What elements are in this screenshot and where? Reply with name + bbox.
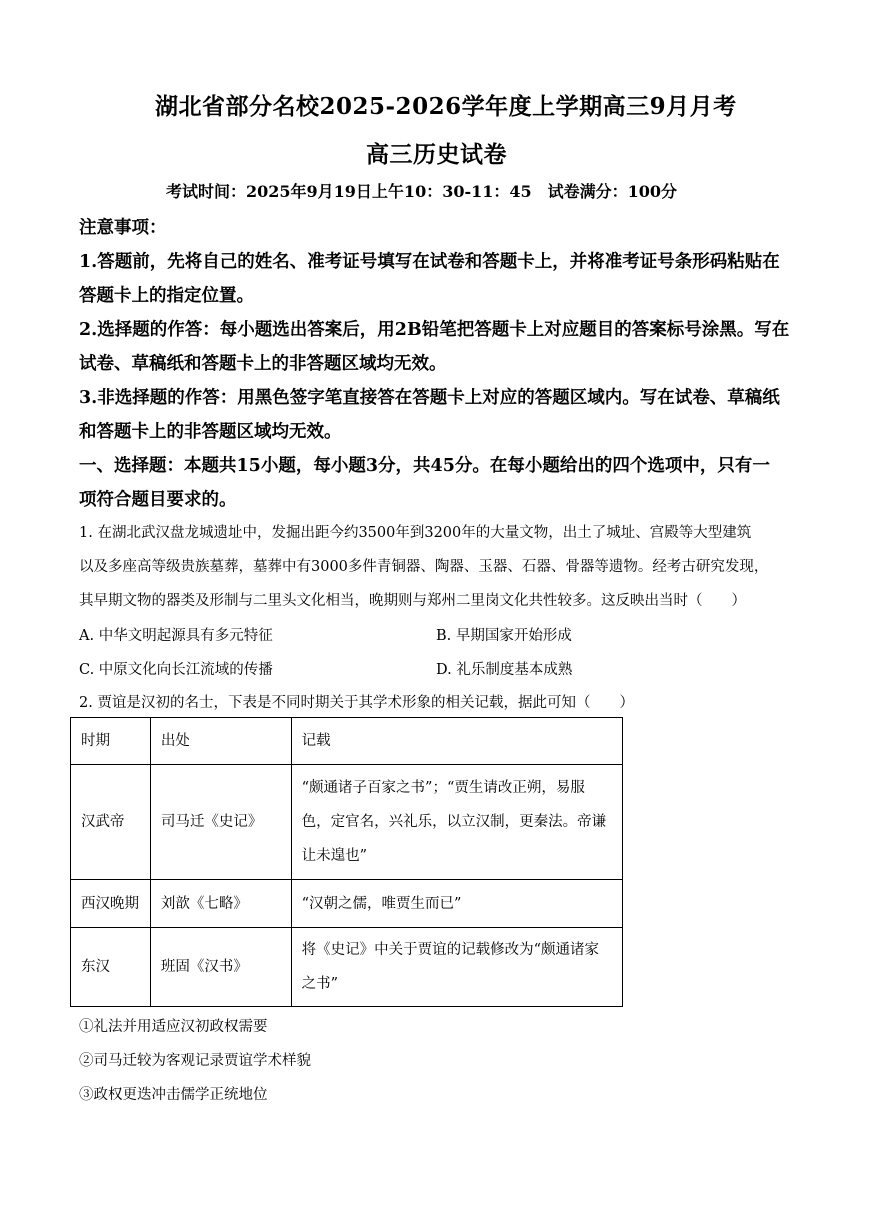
table-cell-source: 刘歆《七略》 xyxy=(150,880,291,928)
notice-line: 3.非选择题的作答：用黑色签字笔直接答在答题卡上对应的答题区域内。写在试卷、草稿纸 xyxy=(79,388,780,408)
question-1-text: 其早期文物的器类及形制与二里头文化相当，晚期则与郑州二里岗文化共性较多。这反映出当时（ ） xyxy=(79,593,746,609)
table-header-cell: 出处 xyxy=(150,718,291,765)
statement-3: ③政权更迭冲击儒学正统地位 xyxy=(79,1087,268,1103)
table-cell-record: “颇通诸子百家之书”；“贾生请改正朔，易服色，定官名，兴礼乐，以立汉制，更秦法。帝谦让未遑也” xyxy=(291,765,622,880)
notice-line: 和答题卡上的非答题区域均无效。 xyxy=(79,422,342,442)
statement-1: ①礼法并用适应汉初政权需要 xyxy=(79,1019,268,1035)
exam-subtitle: 高三历史试卷 xyxy=(366,141,507,168)
table-row xyxy=(71,765,623,880)
option-b: B. 早期国家开始形成 xyxy=(436,628,572,644)
table-header-cell: 记载 xyxy=(291,718,622,765)
statement-2: ②司马迁较为客观记录贾谊学术样貌 xyxy=(79,1053,311,1069)
table-header-row xyxy=(71,718,623,765)
option-d: D. 礼乐制度基本成熟 xyxy=(436,662,573,678)
notice-heading: 注意事项： xyxy=(79,218,167,238)
question-2-text: 2. 贾谊是汉初的名士，下表是不同时期关于其学术形象的相关记载，据此可知（ ） xyxy=(79,695,634,711)
table-cell-record: “汉朝之儒，唯贾生而已” xyxy=(291,880,622,928)
table-cell-record: 将《史记》中关于贾谊的记载修改为“颇通诸家之书” xyxy=(291,928,622,1007)
table-header-cell: 时期 xyxy=(71,718,151,765)
option-a: A. 中华文明起源具有多元特征 xyxy=(79,628,273,644)
table-cell-period: 西汉晚期 xyxy=(71,880,151,928)
table-cell-source: 司马迁《史记》 xyxy=(150,765,291,880)
section-heading: 项符合题目要求的。 xyxy=(79,490,237,510)
table-cell-period: 东汉 xyxy=(71,928,151,1007)
table-row xyxy=(71,928,623,1007)
exam-info: 考试时间：2025年9月19日上午10：30-11：45 试卷满分：100分 xyxy=(166,182,678,201)
notice-line: 答题卡上的指定位置。 xyxy=(79,286,254,306)
record-table xyxy=(70,717,623,1007)
question-1-text: 1. 在湖北武汉盘龙城遗址中，发掘出距今约3500年到3200年的大量文物，出土了城址、宫殿等大型建筑 xyxy=(79,525,752,541)
notice-line: 2.选择题的作答：每小题选出答案后，用2B铅笔把答题卡上对应题目的答案标号涂黑。写在 xyxy=(79,320,790,340)
notice-line: 试卷、草稿纸和答题卡上的非答题区域均无效。 xyxy=(79,354,447,374)
table-row xyxy=(71,880,623,928)
option-c: C. 中原文化向长江流域的传播 xyxy=(79,662,273,678)
exam-title: 湖北省部分名校2025-2026学年度上学期高三9月月考 xyxy=(155,93,737,120)
table-cell-source: 班固《汉书》 xyxy=(150,928,291,1007)
table-cell-period: 汉武帝 xyxy=(71,765,151,880)
section-heading: 一、选择题：本题共15小题，每小题3分，共45分。在每小题给出的四个选项中，只有一 xyxy=(79,456,770,476)
question-1-text: 以及多座高等级贵族墓葬，墓葬中有3000多件青铜器、陶器、玉器、石器、骨器等遗物。经考古研究发现， xyxy=(79,559,769,575)
notice-line: 1.答题前，先将自己的姓名、准考证号填写在试卷和答题卡上，并将准考证号条形码粘贴在 xyxy=(79,252,780,272)
